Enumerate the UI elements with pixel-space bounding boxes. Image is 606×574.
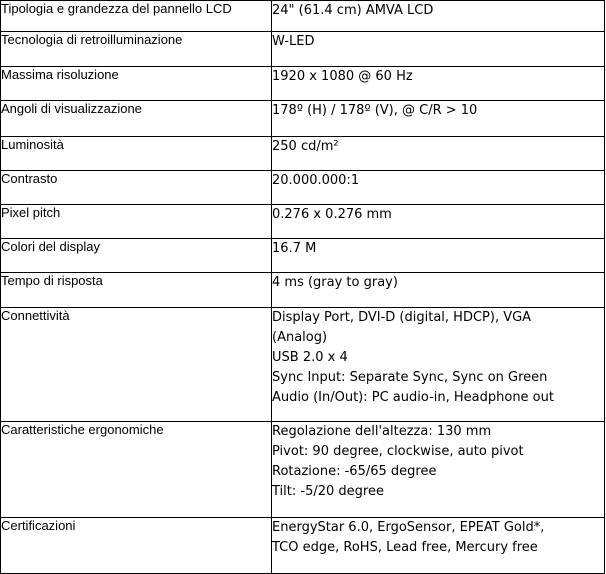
spec-label-cell <box>1 518 272 574</box>
spec-value: Tilt: -5/20 degree <box>272 484 384 499</box>
spec-label-cell <box>1 101 272 137</box>
spec-label-cell <box>1 308 272 422</box>
spec-value: EnergyStar 6.0, ErgoSensor, EPEAT Gold*, <box>272 520 545 535</box>
spec-value: Sync Input: Separate Sync, Sync on Green <box>272 370 548 385</box>
spec-label: Angoli di visualizzazione <box>1 101 142 116</box>
spec-label-cell <box>1 32 272 67</box>
spec-label-cell <box>1 137 272 171</box>
spec-label: Tempo di risposta <box>1 273 103 288</box>
table-row <box>1 273 605 308</box>
spec-value-cell <box>272 205 605 239</box>
spec-value-cell <box>272 32 605 67</box>
spec-value: Pivot: 90 degree, clockwise, auto pivot <box>272 444 524 459</box>
spec-value: TCO edge, RoHS, Lead free, Mercury free <box>272 540 538 555</box>
spec-value: Regolazione dell'altezza: 130 mm <box>272 424 492 439</box>
table-row <box>1 137 605 171</box>
spec-label: Certificazioni <box>1 518 76 533</box>
spec-value-cell <box>272 137 605 171</box>
spec-value-cell <box>272 1 605 32</box>
spec-value: 20.000.000:1 <box>272 173 360 188</box>
table-row <box>1 308 605 422</box>
spec-value: Display Port, DVI-D (digital, HDCP), VGA <box>272 310 532 325</box>
table-row <box>1 518 605 574</box>
spec-label: Caratteristiche ergonomiche <box>1 422 164 437</box>
spec-value-cell <box>272 101 605 137</box>
spec-label: Tipologia e grandezza del pannello LCD <box>1 1 232 16</box>
spec-value: USB 2.0 x 4 <box>272 350 348 365</box>
spec-value: 0.276 x 0.276 mm <box>272 207 392 222</box>
spec-label-cell <box>1 67 272 101</box>
spec-label: Connettività <box>1 308 70 323</box>
spec-value: W-LED <box>272 34 315 49</box>
spec-label: Luminosità <box>1 137 64 152</box>
spec-value-cell <box>272 308 605 422</box>
table-row <box>1 1 605 32</box>
spec-label: Contrasto <box>1 171 58 186</box>
spec-value: 1920 x 1080 @ 60 Hz <box>272 69 413 84</box>
spec-value: 16.7 M <box>272 241 317 256</box>
spec-value: 24" (61.4 cm) AMVA LCD <box>272 3 434 18</box>
table-row <box>1 205 605 239</box>
spec-label: Tecnologia di retroilluminazione <box>1 32 183 47</box>
table-row <box>1 171 605 205</box>
spec-value-cell <box>272 171 605 205</box>
spec-value: 250 cd/m² <box>272 139 339 154</box>
table-row <box>1 239 605 273</box>
table-row <box>1 32 605 67</box>
table-row <box>1 101 605 137</box>
table-row <box>1 422 605 518</box>
spec-label: Pixel pitch <box>1 205 61 220</box>
spec-value-cell <box>272 67 605 101</box>
spec-label-cell <box>1 1 272 32</box>
spec-label-cell <box>1 239 272 273</box>
spec-value-cell <box>272 239 605 273</box>
spec-value-cell <box>272 422 605 518</box>
spec-label-cell <box>1 422 272 518</box>
spec-value-cell <box>272 273 605 308</box>
spec-value: (Analog) <box>272 330 328 345</box>
spec-value: 178º (H) / 178º (V), @ C/R > 10 <box>272 103 478 118</box>
spec-label-cell <box>1 273 272 308</box>
spec-label-cell <box>1 205 272 239</box>
spec-label: Colori del display <box>1 239 100 254</box>
spec-value: Audio (In/Out): PC audio-in, Headphone out <box>272 390 554 405</box>
spec-value-cell <box>272 518 605 574</box>
table-row <box>1 67 605 101</box>
spec-value: Rotazione: -65/65 degree <box>272 464 437 479</box>
spec-value: 4 ms (gray to gray) <box>272 275 398 290</box>
spec-label-cell <box>1 171 272 205</box>
spec-label: Massima risoluzione <box>1 67 119 82</box>
